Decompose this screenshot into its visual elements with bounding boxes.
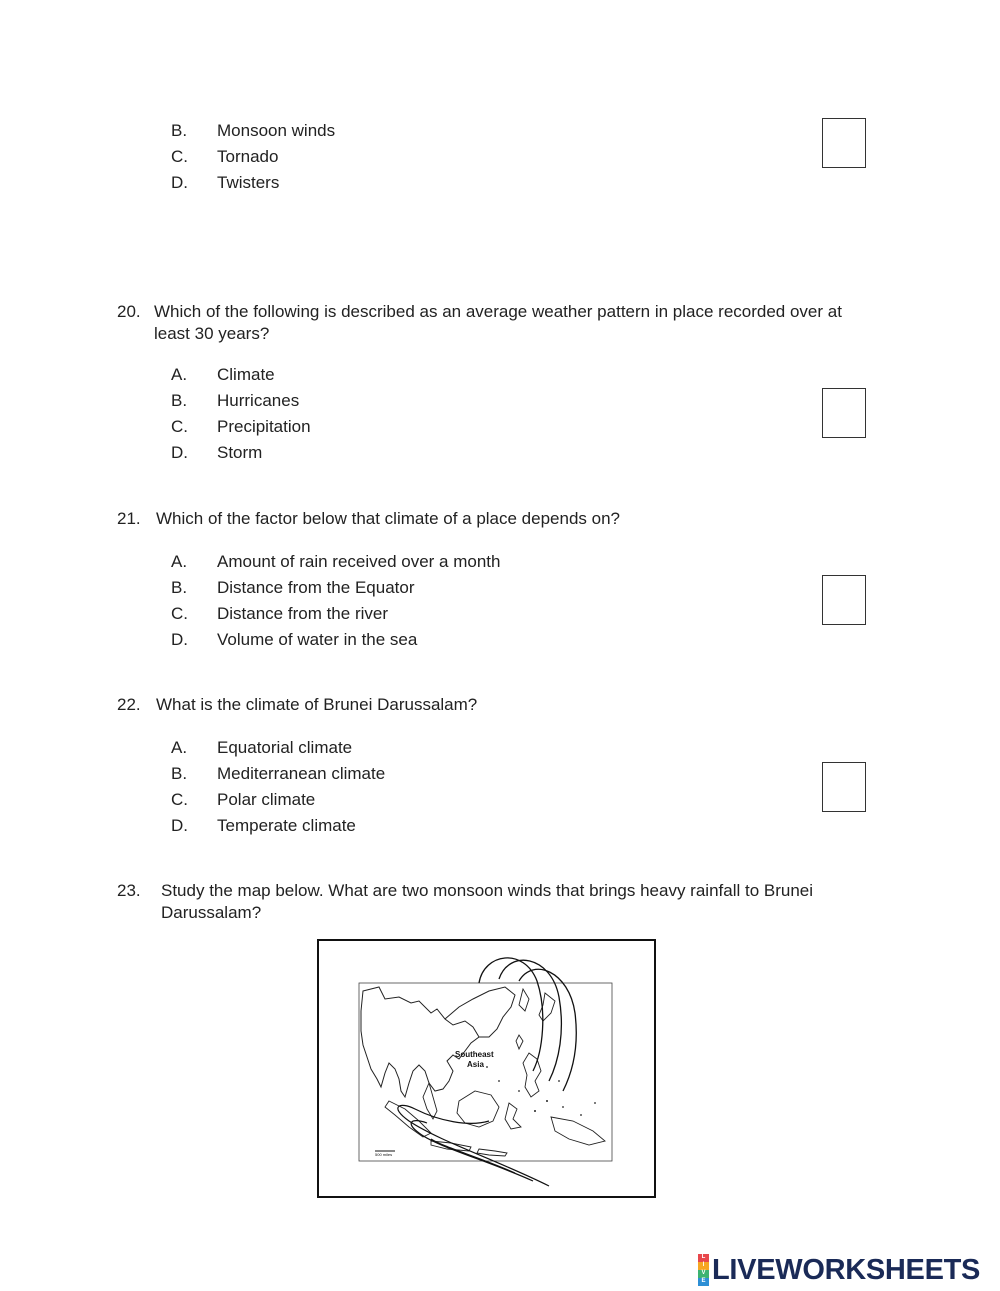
option-letter: B. xyxy=(171,121,188,140)
sulawesi xyxy=(505,1103,521,1129)
logo-block-v: V xyxy=(698,1270,709,1278)
q20-question xyxy=(117,301,897,345)
question-number: 20. xyxy=(117,302,141,321)
option-text: Storm xyxy=(217,443,263,462)
question-text-line1: Study the map below. What are two monsoon winds that brings heavy rainfall to Brunei xyxy=(161,881,814,900)
logo-block-i: I xyxy=(698,1262,709,1270)
q21-answer-box[interactable] xyxy=(822,575,866,625)
option-letter: A. xyxy=(171,552,188,571)
option-letter: C. xyxy=(171,417,188,436)
option-text: Tornado xyxy=(217,147,279,166)
option-letter: B. xyxy=(171,391,188,410)
logo-block-l: L xyxy=(698,1254,709,1262)
option-text: Mediterranean climate xyxy=(217,764,386,783)
option-text: Polar climate xyxy=(217,790,316,809)
question-number: 22. xyxy=(117,695,141,714)
option-letter: B. xyxy=(171,764,188,783)
option-text: Volume of water in the sea xyxy=(217,630,418,649)
borneo xyxy=(457,1091,499,1127)
logo-blocks xyxy=(698,1254,709,1286)
option-text: Twisters xyxy=(217,173,280,192)
southwest-monsoon-arrows xyxy=(398,1105,549,1186)
map-label-southeast: Southeast xyxy=(455,1050,494,1059)
island-dots xyxy=(486,1066,596,1116)
logo-block-e: E xyxy=(698,1278,709,1286)
q23-question xyxy=(117,880,897,924)
option-letter: D. xyxy=(171,173,188,192)
logo-wordmark: LIVEWORKSHEETS xyxy=(712,1253,981,1286)
map-label-asia: Asia xyxy=(467,1060,484,1069)
monsoon-map-frame xyxy=(317,939,656,1198)
question-text-line1: What is the climate of Brunei Darussalam? xyxy=(156,695,478,714)
option-text: Precipitation xyxy=(217,417,311,436)
option-text: Monsoon winds xyxy=(217,121,336,140)
question-text-line2: least 30 years? xyxy=(154,324,270,343)
question-text-line2: Darussalam? xyxy=(161,903,262,922)
option-text: Equatorial climate xyxy=(217,738,353,757)
option-text: Hurricanes xyxy=(217,391,300,410)
question-text-line1: Which of the following is described as an average weather pattern in place recorded over at xyxy=(154,302,842,321)
option-letter: A. xyxy=(171,365,188,384)
question-text-line1: Which of the factor below that climate of a place depends on? xyxy=(156,509,620,528)
q22-answer-box[interactable] xyxy=(822,762,866,812)
option-text: Temperate climate xyxy=(217,816,356,835)
q19-answer-box[interactable] xyxy=(822,118,866,168)
option-letter: A. xyxy=(171,738,188,757)
china-coast xyxy=(445,987,515,1037)
option-letter: D. xyxy=(171,816,188,835)
q22-question xyxy=(117,694,897,716)
option-letter: C. xyxy=(171,147,188,166)
option-text: Distance from the river xyxy=(217,604,388,623)
northeast-monsoon-arrows xyxy=(479,958,576,1091)
option-letter: C. xyxy=(171,790,188,809)
option-text: Amount of rain received over a month xyxy=(217,552,501,571)
new-guinea xyxy=(551,1117,605,1145)
option-text: Climate xyxy=(217,365,275,384)
option-text: Distance from the Equator xyxy=(217,578,415,597)
korea xyxy=(519,989,529,1011)
philippines xyxy=(523,1053,541,1097)
option-letter: D. xyxy=(171,443,188,462)
option-letter: C. xyxy=(171,604,188,623)
option-letter: B. xyxy=(171,578,188,597)
q21-question xyxy=(117,508,897,530)
map-scale-label: 500 miles xyxy=(375,1152,393,1157)
lesser-sunda xyxy=(477,1149,507,1156)
mainland-outline xyxy=(361,987,479,1097)
question-number: 21. xyxy=(117,509,141,528)
option-letter: D. xyxy=(171,630,188,649)
q20-answer-box[interactable] xyxy=(822,388,866,438)
taiwan xyxy=(516,1035,523,1049)
liveworksheets-logo[interactable] xyxy=(698,1254,980,1286)
question-number: 23. xyxy=(117,881,141,900)
southeast-asia-map xyxy=(319,941,654,1196)
